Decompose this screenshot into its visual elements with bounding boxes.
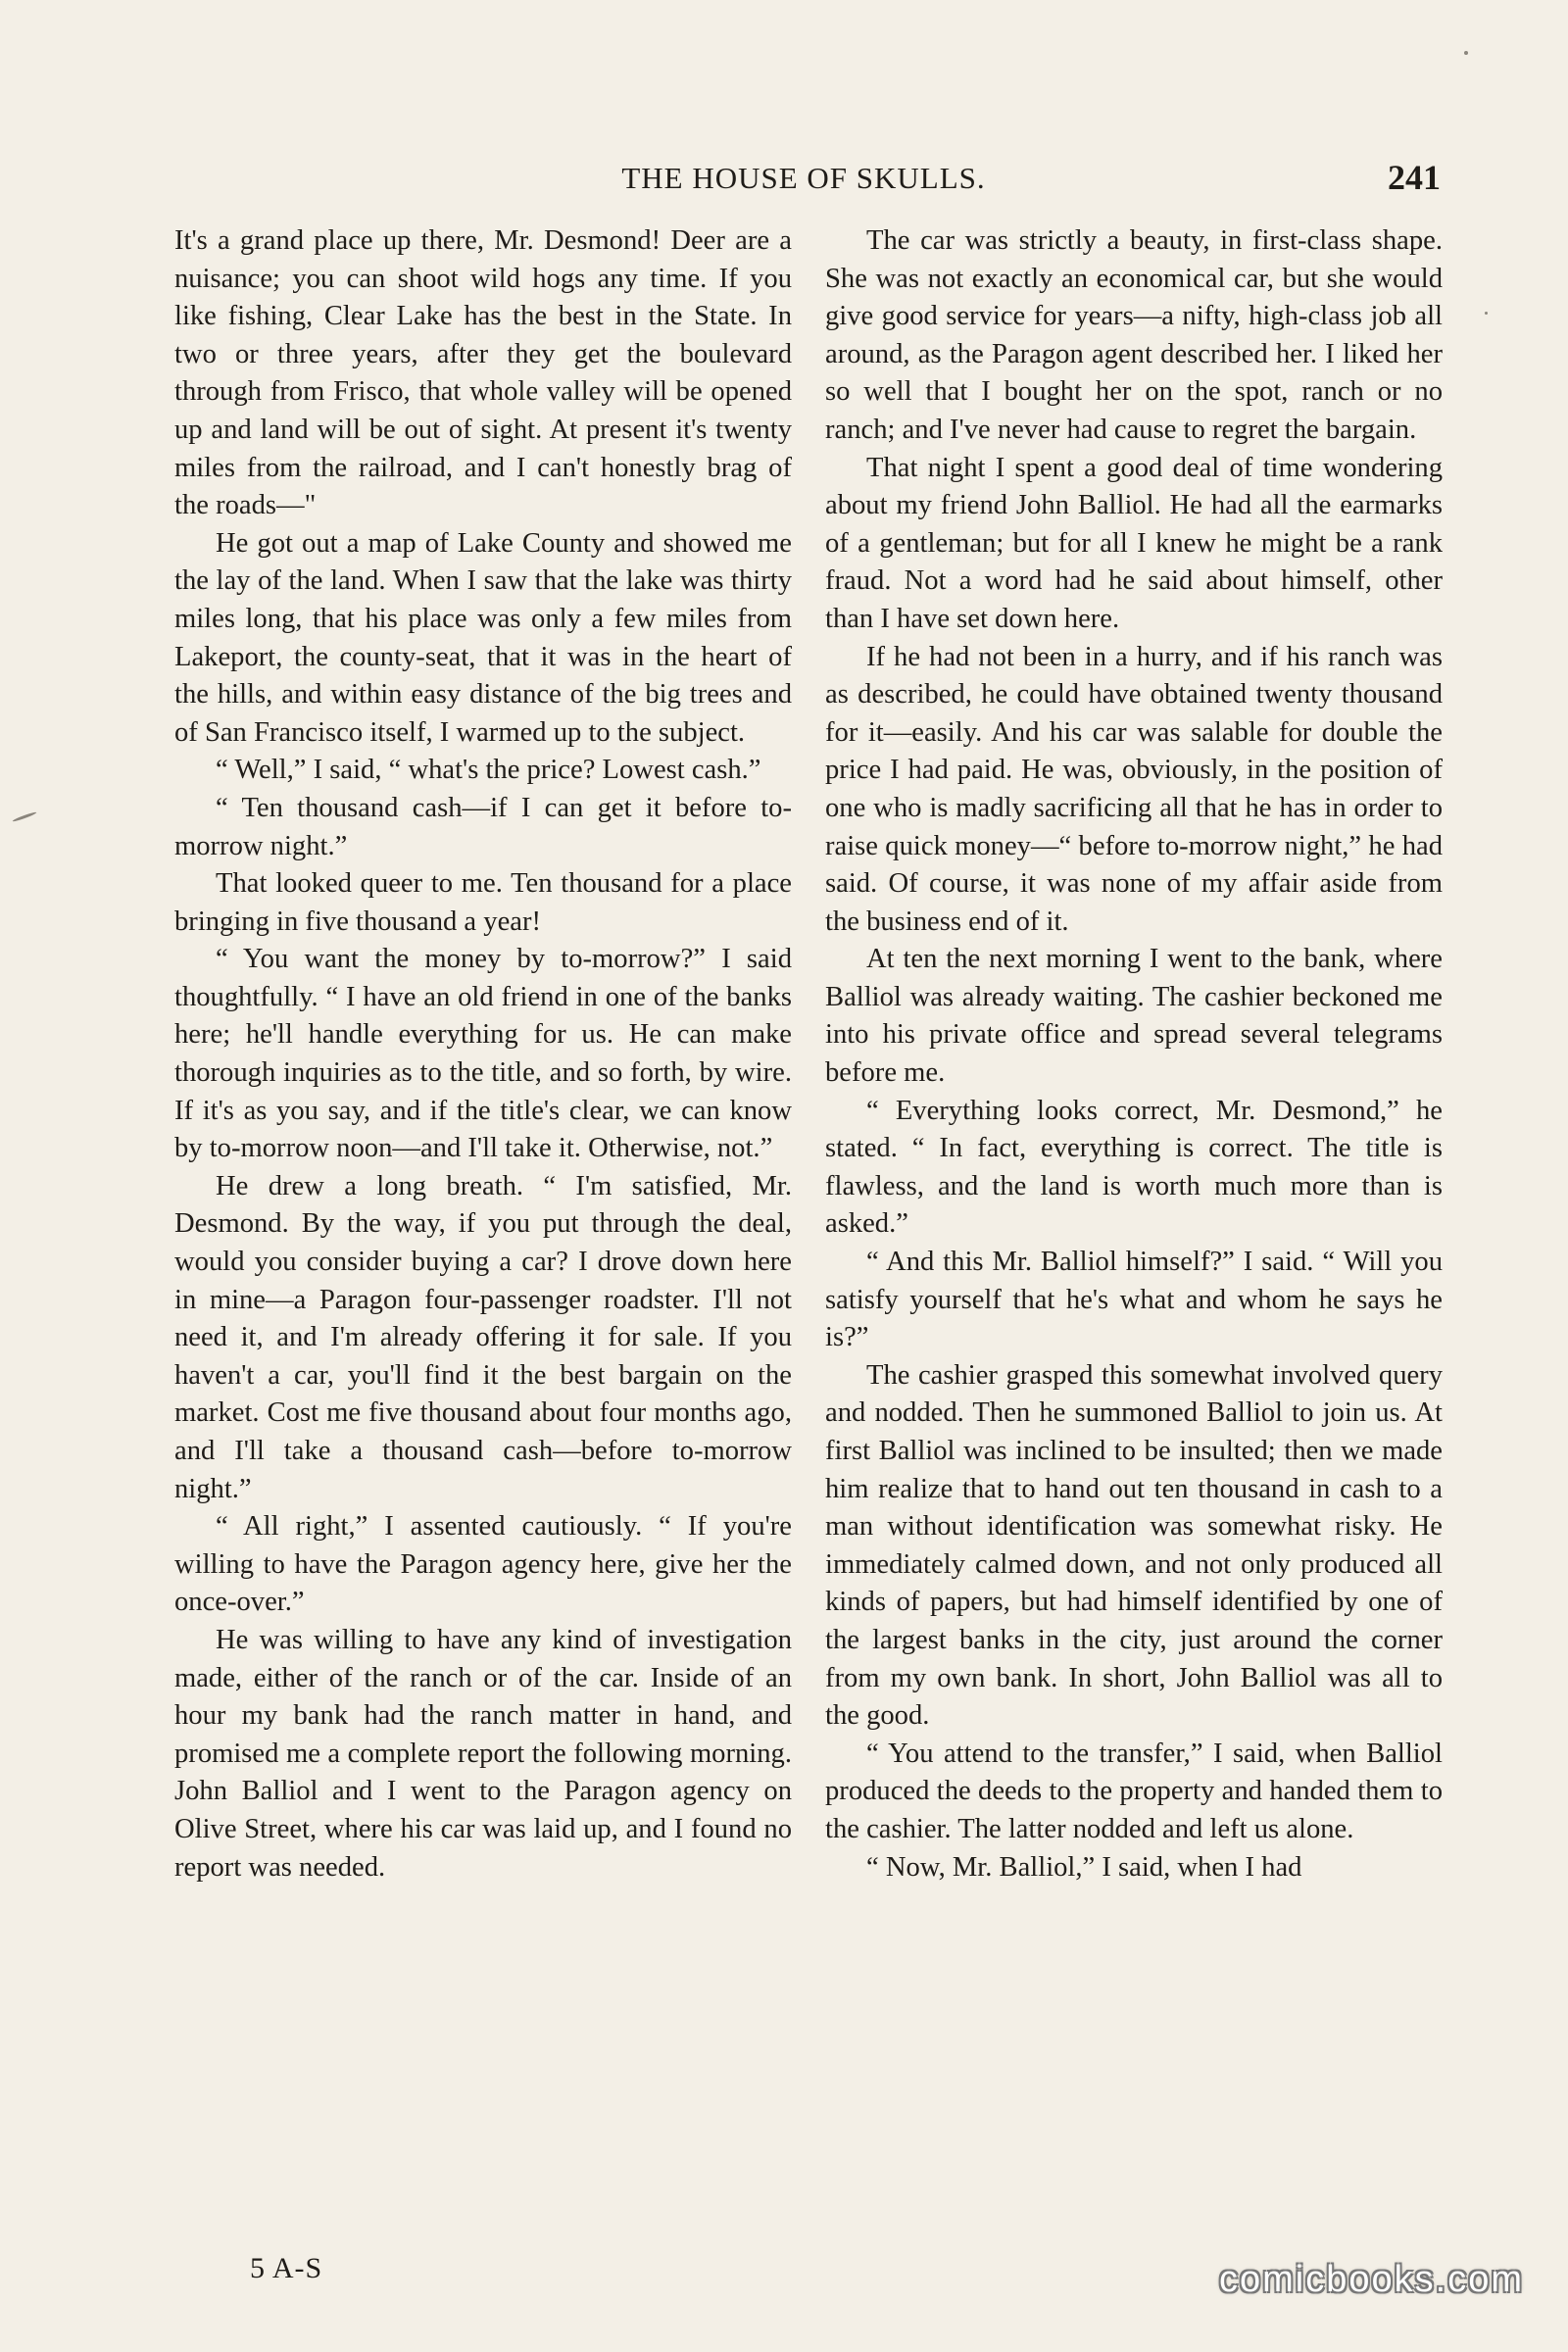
- paragraph: He was willing to have any kind of investigation made, either of the ranch or of the car. Inside of an hour my bank had the ranch matter in hand, and promised me a complete report the following morning. John Balliol and I went to the Paragon agency on Olive Street, where his car was laid up, and I found no report was needed.: [174, 1624, 792, 1883]
- paragraph: “ And this Mr. Balliol himself?” I said. “ Will you satisfy yourself that he's what and whom he says he is?”: [825, 1247, 1443, 1353]
- paragraph: That looked queer to me. Ten thousand for a place bringing in five thousand a year!: [174, 868, 792, 937]
- paragraph: At ten the next morning I went to the bank, where Balliol was already waiting. The cashier beckoned me into his private office and spread several telegrams before me.: [825, 944, 1443, 1089]
- watermark: comicbooks.com: [1219, 2259, 1524, 2300]
- paragraph: “ You attend to the transfer,” I said, when Balliol produced the deeds to the property and handed them to the cashier. The latter nodded and left us alone.: [825, 1738, 1443, 1844]
- paragraph: “ You want the money by to-morrow?” I said thoughtfully. “ I have an old friend in one of the banks here; he'll handle everything for us. He can make thorough inquiries as to the title, and so forth, by wire. If it's as you say, and if the title's clear, we can know by to-morrow noon—and I'll take it. Otherwise, not.”: [174, 944, 792, 1164]
- paragraph: “ All right,” I assented cautiously. “ If you're willing to have the Paragon agency here, give her the once-over.”: [174, 1511, 792, 1618]
- paragraph: “ Now, Mr. Balliol,” I said, when I had: [866, 1851, 1302, 1883]
- paragraph: “ Everything looks correct, Mr. Desmond,” he stated. “ In fact, everything is correct. The title is flawless, and the land is worth much more than is asked.”: [825, 1095, 1443, 1240]
- paragraph: “ Ten thousand cash—if I can get it before to-morrow night.”: [174, 792, 792, 861]
- paragraph: If he had not been in a hurry, and if his ranch was as described, he could have obtained twenty thousand for it—easily. And his car was salable for double the price I had paid. He was, obviously, in the position of one who is madly sacrificing all that he has in order to raise quick money—“ before to-morrow night,” he had said. Of course, it was none of my affair aside from the business end of it.: [825, 641, 1443, 937]
- right-column: [825, 222, 1443, 1886]
- paragraph: The car was strictly a beauty, in first-class shape. She was not exactly an economical car, but she would give good service for years—a nifty, high-class job all around, as the Paragon agent described her. I liked her so well that I bought her on the spot, ranch or no ranch; and I've never had cause to regret the bargain.: [825, 225, 1443, 445]
- running-head: THE HOUSE OF SKULLS.: [621, 161, 986, 195]
- paragraph: “ Well,” I said, “ what's the price? Lowest cash.”: [216, 755, 761, 786]
- paper-speck: [1464, 51, 1468, 55]
- page-header: [167, 157, 1441, 206]
- paragraph: He drew a long breath. “ I'm satisfied, Mr. Desmond. By the way, if you put through the deal, would you consider buying a car? I drove down here in mine—a Paragon four-passenger roadster. I'll not need it, and I'm already offering it for sale. If you haven't a car, you'll find it the best bargain on the market. Cost me five thousand about four months ago, and I'll take a thousand cash—before to-morrow night.”: [174, 1170, 792, 1504]
- signature-mark: 5 A-S: [250, 2252, 323, 2284]
- paragraph: That night I spent a good deal of time wondering about my friend John Balliol. He had all the earmarks of a gentleman; but for all I knew he might be a rank fraud. Not a word had he said about himself, other than I have set down here.: [825, 452, 1443, 634]
- paper-speck: [12, 811, 36, 823]
- paragraph: It's a grand place up there, Mr. Desmond! Deer are a nuisance; you can shoot wild hogs any time. If you like fishing, Clear Lake has the best in the State. In two or three years, after they get the boulevard through from Frisco, that whole valley will be opened up and land will be out of sight. At present it's twenty miles from the railroad, and I can't honestly brag of the roads—": [174, 225, 792, 521]
- page-number: 241: [1388, 158, 1441, 197]
- paper-speck: [1485, 312, 1488, 315]
- paragraph: The cashier grasped this somewhat involved query and nodded. Then he summoned Balliol to join us. At first Balliol was inclined to be insulted; then we made him realize that to hand out ten thousand in cash to a man without identification was somewhat risky. He immediately calmed down, and not only produced all kinds of papers, but had himself identified by one of the largest banks in the city, just around the corner from my own bank. In short, John Balliol was all to the good.: [825, 1359, 1443, 1732]
- left-column: [174, 222, 792, 1886]
- paragraph: He got out a map of Lake County and showed me the lay of the land. When I saw that the lake was thirty miles long, that his place was only a few miles from Lakeport, the county-seat, that it was in the heart of the hills, and within easy distance of the big trees and of San Francisco itself, I warmed up to the subject.: [174, 527, 792, 748]
